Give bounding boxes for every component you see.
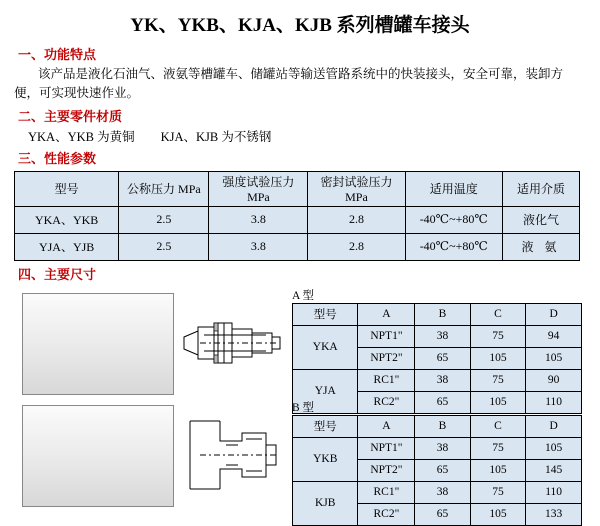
perf-col-2: 强度试验压力 MPa — [209, 171, 308, 206]
table-row — [15, 206, 580, 233]
section-heading-features: 一、功能特点 — [18, 47, 97, 62]
perf-r1-c5: 液 氨 — [502, 233, 579, 260]
perf-r0-c5: 液化气 — [502, 206, 579, 233]
perf-col-3: 密封试验压力 MPa — [308, 171, 405, 206]
page-title: YK、YKB、KJA、KJB 系列槽罐车接头 — [130, 15, 470, 36]
product-photo-b — [22, 405, 174, 507]
perf-col-1: 公称压力 MPa — [119, 171, 209, 206]
dim-a-r0-c1: NPT1" — [358, 325, 415, 347]
dim-b-model-1: KJB — [293, 481, 358, 525]
material-line — [14, 127, 586, 145]
product-photo-a — [22, 293, 174, 395]
dim-a-model-0: YKA — [293, 325, 358, 369]
dim-a-r0-c4: 94 — [526, 325, 582, 347]
technical-drawing-b — [180, 405, 284, 505]
dim-a-col-1: A — [358, 303, 415, 325]
dim-a-col-0: 型号 — [293, 303, 358, 325]
dim-b-col-1: A — [358, 415, 415, 437]
dim-a-col-4: D — [526, 303, 582, 325]
table-row — [293, 481, 582, 503]
dim-b-col-2: B — [415, 415, 470, 437]
dim-b-col-4: D — [526, 415, 582, 437]
type-b-label: B 型 — [292, 401, 315, 414]
dim-a-model-1: YJA — [293, 369, 358, 413]
section-view-b — [180, 405, 284, 505]
dim-a-r3-c4: 110 — [526, 391, 582, 413]
dimension-table-b — [292, 415, 582, 526]
perf-col-5: 适用介质 — [502, 171, 579, 206]
dim-b-model-0: YKB — [293, 437, 358, 481]
dim-a-r3-c3: 105 — [470, 391, 526, 413]
table-header-row — [15, 171, 580, 206]
perf-r1-c0: YJA、YJB — [15, 233, 119, 260]
performance-table-wrapper — [14, 171, 600, 261]
dim-b-r2-c4: 110 — [526, 481, 582, 503]
dim-a-r1-c1: NPT2" — [358, 347, 415, 369]
perf-r0-c0: YKA、YKB — [15, 206, 119, 233]
dim-a-r0-c2: 38 — [415, 325, 470, 347]
dim-b-r3-c1: RC2" — [358, 503, 415, 525]
table-row — [15, 233, 580, 260]
dim-a-r1-c3: 105 — [470, 347, 526, 369]
dim-b-r2-c2: 38 — [415, 481, 470, 503]
perf-r0-c4: -40℃~+80℃ — [405, 206, 502, 233]
dim-a-r2-c2: 38 — [415, 369, 470, 391]
dimension-table-a — [292, 303, 582, 414]
dim-a-r0-c3: 75 — [470, 325, 526, 347]
dim-b-r0-c2: 38 — [415, 437, 470, 459]
table-row — [293, 369, 582, 391]
dim-b-col-3: C — [470, 415, 526, 437]
section-heading-performance: 三、性能参数 — [18, 150, 97, 166]
dim-a-r1-c2: 65 — [415, 347, 470, 369]
dim-b-r1-c4: 145 — [526, 459, 582, 481]
section-heading-material: 二、主要零件材质 — [18, 108, 123, 124]
table-row — [293, 437, 582, 459]
dim-b-r1-c1: NPT2" — [358, 459, 415, 481]
performance-table — [14, 171, 580, 261]
dim-b-col-0: 型号 — [293, 415, 358, 437]
dim-a-col-3: C — [470, 303, 526, 325]
material-brass: YKA、YKB 为黄铜 — [28, 129, 135, 144]
table-row — [293, 325, 582, 347]
perf-r1-c3: 2.8 — [308, 233, 405, 260]
perf-r0-c3: 2.8 — [308, 206, 405, 233]
technical-drawing-a — [180, 293, 284, 393]
perf-r1-c1: 2.5 — [119, 233, 209, 260]
perf-r0-c1: 2.5 — [119, 206, 209, 233]
dim-b-r0-c3: 75 — [470, 437, 526, 459]
table-header-row — [293, 303, 582, 325]
features-paragraph: 该产品是液化石油气、液氨等槽罐车、储罐站等输送管路系统中的快装接头，安全可靠，装卸方便，可实现快速作业。 — [14, 67, 564, 100]
dim-b-r0-c4: 105 — [526, 437, 582, 459]
perf-r1-c2: 3.8 — [209, 233, 308, 260]
perf-col-0: 型号 — [15, 171, 119, 206]
section-heading-dimensions: 四、主要尺寸 — [18, 266, 97, 282]
dim-b-r3-c4: 133 — [526, 503, 582, 525]
dim-b-r0-c1: NPT1" — [358, 437, 415, 459]
dim-a-r2-c4: 90 — [526, 369, 582, 391]
dim-b-r2-c1: RC1" — [358, 481, 415, 503]
dim-b-r3-c3: 105 — [470, 503, 526, 525]
material-steel: KJA、KJB 为不锈钢 — [160, 129, 272, 144]
table-header-row — [293, 415, 582, 437]
dim-b-r2-c3: 75 — [470, 481, 526, 503]
dim-a-r1-c4: 105 — [526, 347, 582, 369]
dim-a-r2-c3: 75 — [470, 369, 526, 391]
dim-a-col-2: B — [415, 303, 470, 325]
dim-a-r2-c1: RC1" — [358, 369, 415, 391]
dim-a-r3-c1: RC2" — [358, 391, 415, 413]
perf-r0-c2: 3.8 — [209, 206, 308, 233]
type-a-label: A 型 — [292, 289, 315, 302]
dim-b-r1-c2: 65 — [415, 459, 470, 481]
section-view-a — [180, 293, 284, 393]
perf-r1-c4: -40℃~+80℃ — [405, 233, 502, 260]
dim-a-r3-c2: 65 — [415, 391, 470, 413]
dim-b-r3-c2: 65 — [415, 503, 470, 525]
perf-col-4: 适用温度 — [405, 171, 502, 206]
dim-b-r1-c3: 105 — [470, 459, 526, 481]
